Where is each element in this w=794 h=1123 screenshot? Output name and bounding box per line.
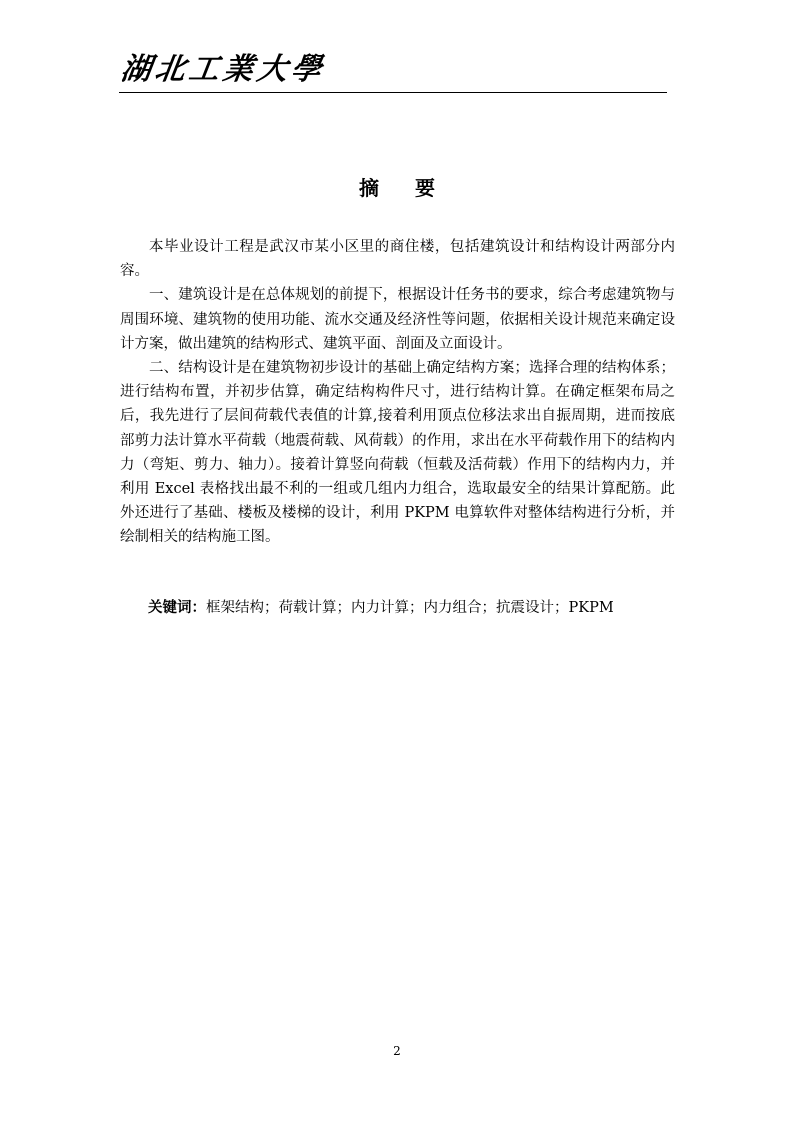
keywords-line [148,596,688,620]
university-logo: 湖北工業大學 [118,52,328,87]
abstract-body [120,235,675,550]
abstract-paragraph: 二、结构设计是在建筑物初步设计的基础上确定结构方案；选择合理的结构体系；进行结构布置，并初步估算，确定结构构件尺寸，进行结构计算。在确定框架布局之后，我先进行了层间荷载代表值的计算,接着利用顶点位移法求出自振周期，进而按底部剪力法计算水平荷载（地震荷载、风荷载）的作用，求出在水平荷载作用下的结构内力（弯矩、剪力、轴力）。接着计算竖向荷载（恒载及活荷载）作用下的结构内力，并利用 Excel 表格找出最不利的一组或几组内力组合，选取最安全的结果计算配筋。此外还进行了基础、楼板及楼梯的设计，利用 PKPM 电算软件对整体结构进行分析，并绘制相关的结构施工图。 [120,360,675,546]
keywords-label: 关键词： [148,600,206,616]
abstract-title [0,176,794,200]
abstract-paragraph: 一、建筑设计是在总体规划的前提下，根据设计任务书的要求，综合考虑建筑物与周围环境、建筑物的使用功能、流水交通及经济性等问题，依据相关设计规范来确定设计方案，做出建筑的结构形式、建筑平面、剖面及立面设计。 [120,287,675,352]
abstract-title-part1: 摘 [359,176,379,200]
abstract-paragraph: 本毕业设计工程是武汉市某小区里的商住楼，包括建筑设计和结构设计两部分内容。 [120,239,675,280]
page-number: 2 [393,1044,401,1058]
abstract-title-part2: 要 [415,176,435,200]
keywords-text: 框架结构；荷载计算；内力计算；内力组合；抗震设计；PKPM [206,600,614,616]
header-divider [119,92,667,93]
